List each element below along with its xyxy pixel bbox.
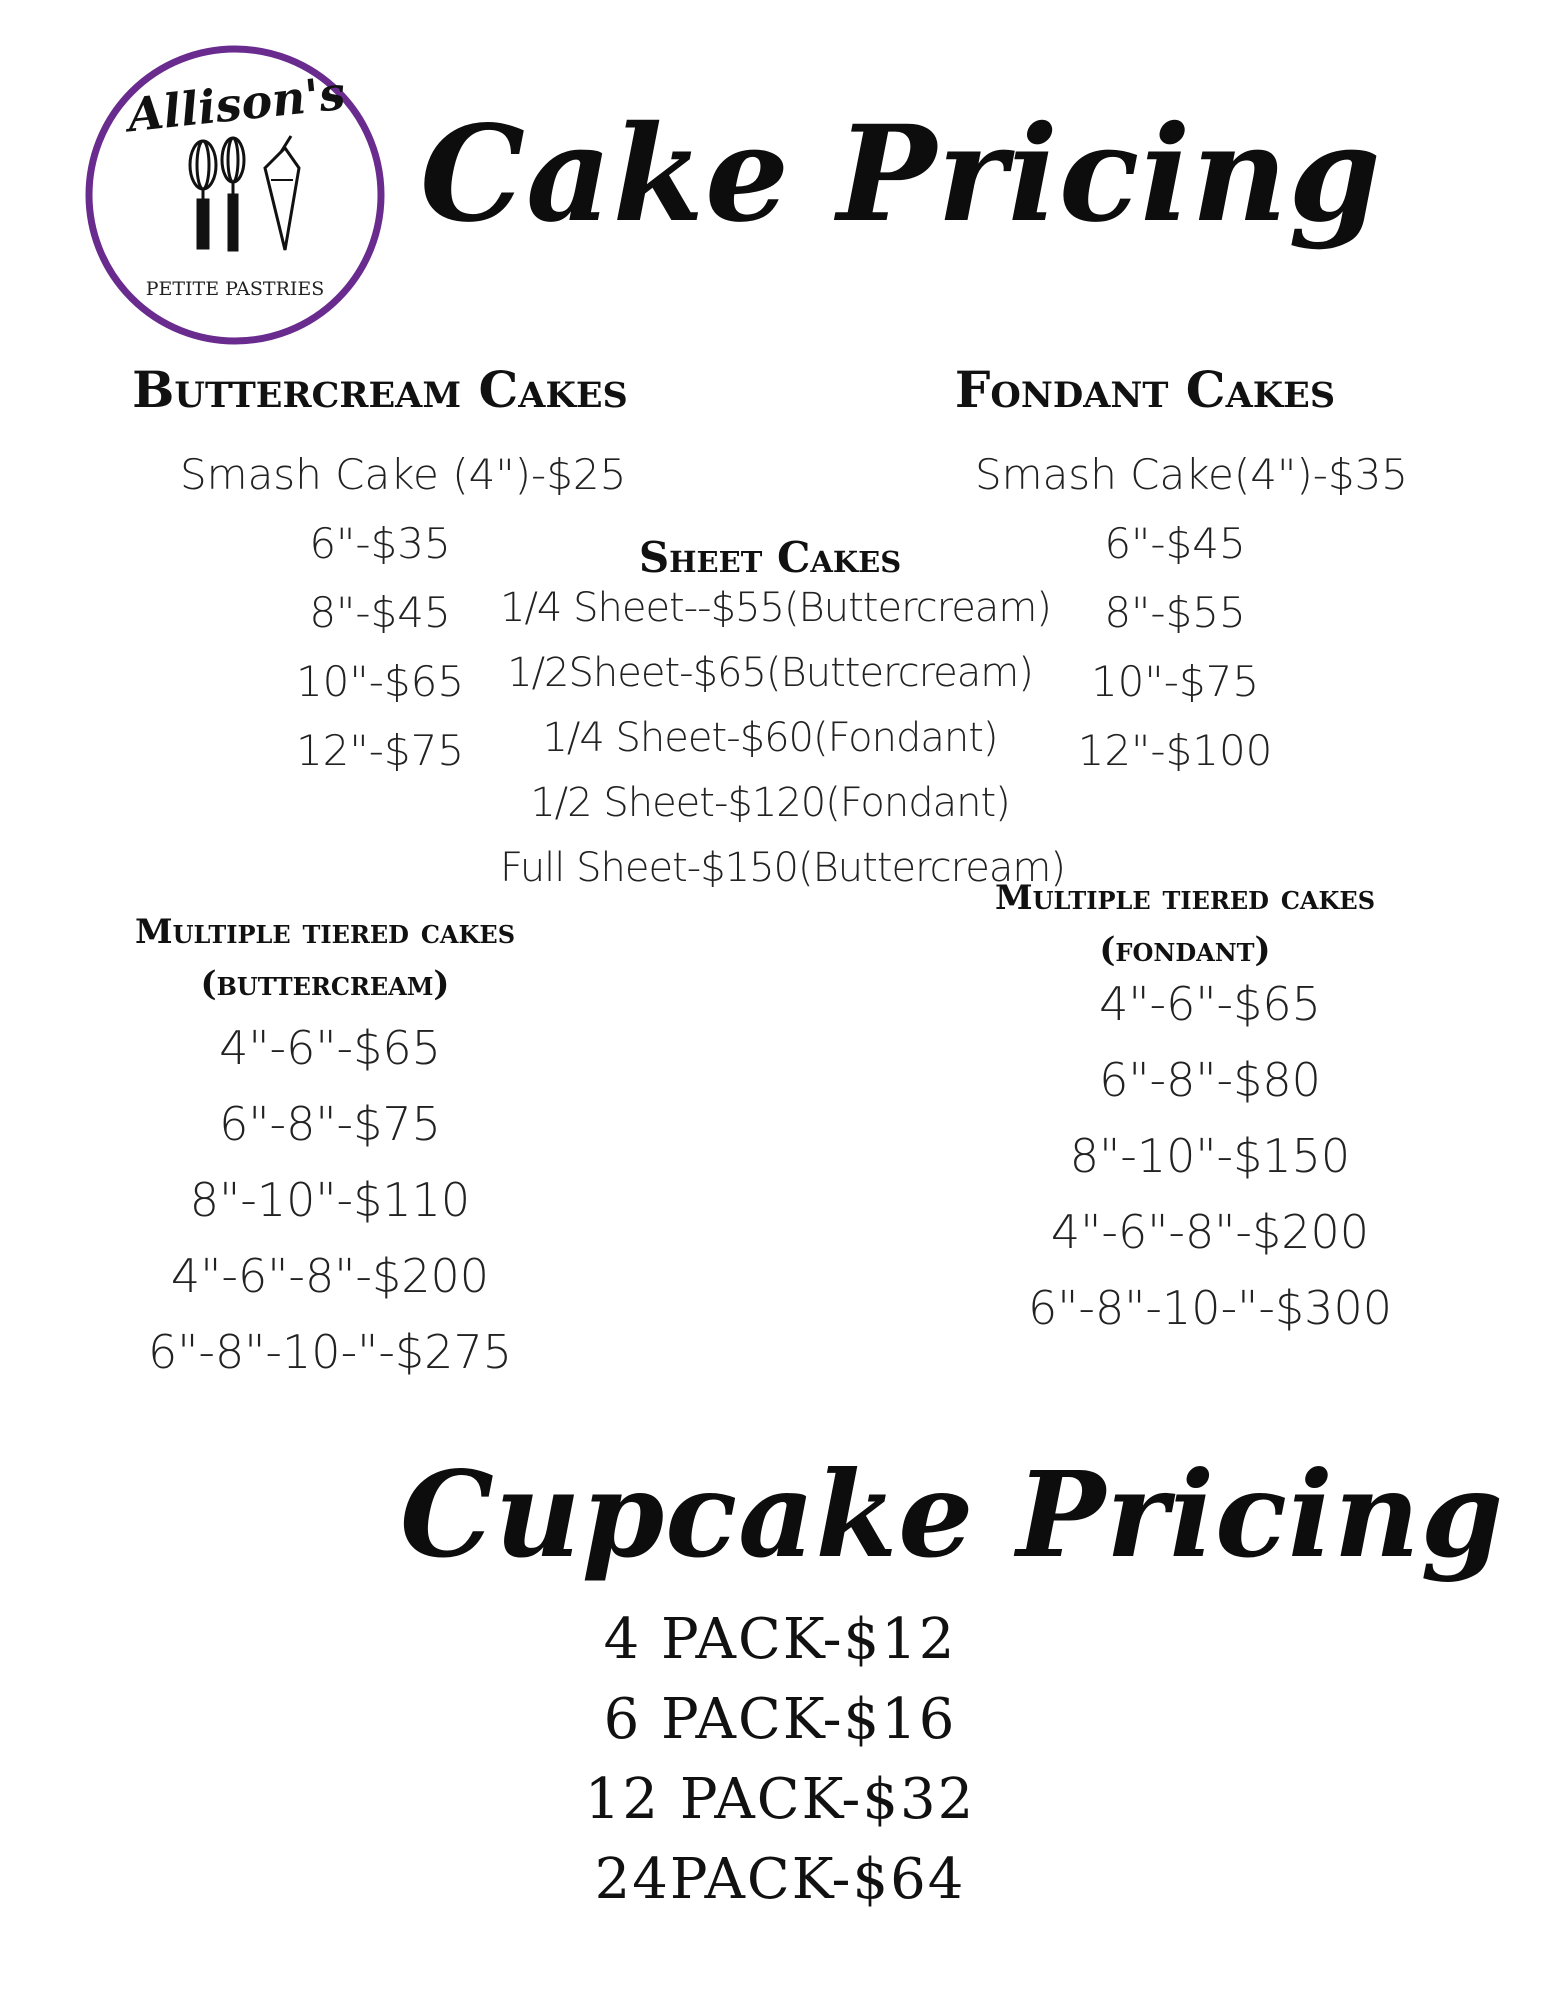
price-item: 4 PACK-$12 bbox=[603, 1607, 957, 1672]
price-item: 12"-$100 bbox=[1077, 726, 1273, 775]
price-item: 4"-6"-$65 bbox=[219, 1021, 441, 1075]
price-item: 6"-8"-$80 bbox=[1099, 1053, 1321, 1107]
sheet-price-list bbox=[500, 576, 1065, 901]
price-item: 4"-6"-8"-$200 bbox=[1050, 1205, 1370, 1259]
price-item: Smash Cake(4")-$35 bbox=[975, 450, 1409, 499]
price-item: 4"-6"-8"-$200 bbox=[170, 1249, 490, 1303]
logo-script-text: Allison's bbox=[125, 65, 348, 143]
price-item: 12 PACK-$32 bbox=[584, 1767, 976, 1832]
price-item: 1/4 Sheet-$60(Fondant) bbox=[542, 715, 998, 761]
sheet-heading: Sheet Cakes bbox=[638, 533, 902, 582]
price-item: 6 PACK-$16 bbox=[603, 1687, 957, 1752]
price-item: 8"-$55 bbox=[1104, 588, 1246, 637]
tiered-fondant-heading bbox=[920, 872, 1450, 976]
price-item: 6"-8"-$75 bbox=[219, 1097, 441, 1151]
tiered-buttercream-heading bbox=[60, 906, 590, 1010]
price-item: Full Sheet-$150(Buttercream) bbox=[500, 845, 1065, 891]
page-title: Cake Pricing bbox=[420, 97, 1382, 252]
price-item: 1/2Sheet-$65(Buttercream) bbox=[507, 650, 1033, 696]
price-item: 8"-10"-$110 bbox=[189, 1173, 471, 1227]
price-item: Smash Cake (4")-$25 bbox=[180, 450, 627, 499]
price-item: 10"-$65 bbox=[295, 657, 465, 706]
tiered-buttercream-price-list bbox=[130, 1010, 530, 1390]
logo-sub-text: PETITE PASTRIES bbox=[145, 278, 325, 300]
price-item: 6"-$45 bbox=[1104, 519, 1246, 568]
buttercream-heading: Buttercream Cakes bbox=[132, 360, 628, 419]
price-item: 6"-8"-10-"-$275 bbox=[147, 1325, 512, 1379]
tiered-fondant-price-list bbox=[1000, 966, 1420, 1346]
heading-line: Multiple tiered cakes bbox=[134, 912, 516, 952]
price-item: 12"-$75 bbox=[295, 726, 465, 775]
price-item: 8"-10"-$150 bbox=[1069, 1129, 1351, 1183]
cupcake-title: Cupcake Pricing bbox=[400, 1445, 1505, 1584]
price-item: 24PACK-$64 bbox=[594, 1847, 966, 1912]
price-item: 8"-$45 bbox=[309, 588, 451, 637]
heading-line: Multiple tiered cakes bbox=[994, 878, 1376, 918]
price-item: 4"-6"-$65 bbox=[1099, 977, 1321, 1031]
logo-graphic bbox=[85, 40, 385, 350]
heading-line: (fondant) bbox=[1099, 930, 1271, 970]
price-item: 6"-$35 bbox=[309, 519, 451, 568]
price-item: 10"-$75 bbox=[1090, 657, 1260, 706]
price-item: 6"-8"-10-"-$300 bbox=[1027, 1281, 1392, 1335]
logo bbox=[85, 40, 385, 350]
price-item: 1/4 Sheet--$55(Buttercream) bbox=[500, 585, 1051, 631]
fondant-heading: Fondant Cakes bbox=[954, 360, 1336, 419]
price-item: 1/2 Sheet-$120(Fondant) bbox=[530, 780, 1010, 826]
heading-line: (buttercream) bbox=[200, 964, 450, 1004]
cupcake-price-list bbox=[520, 1600, 1040, 1920]
